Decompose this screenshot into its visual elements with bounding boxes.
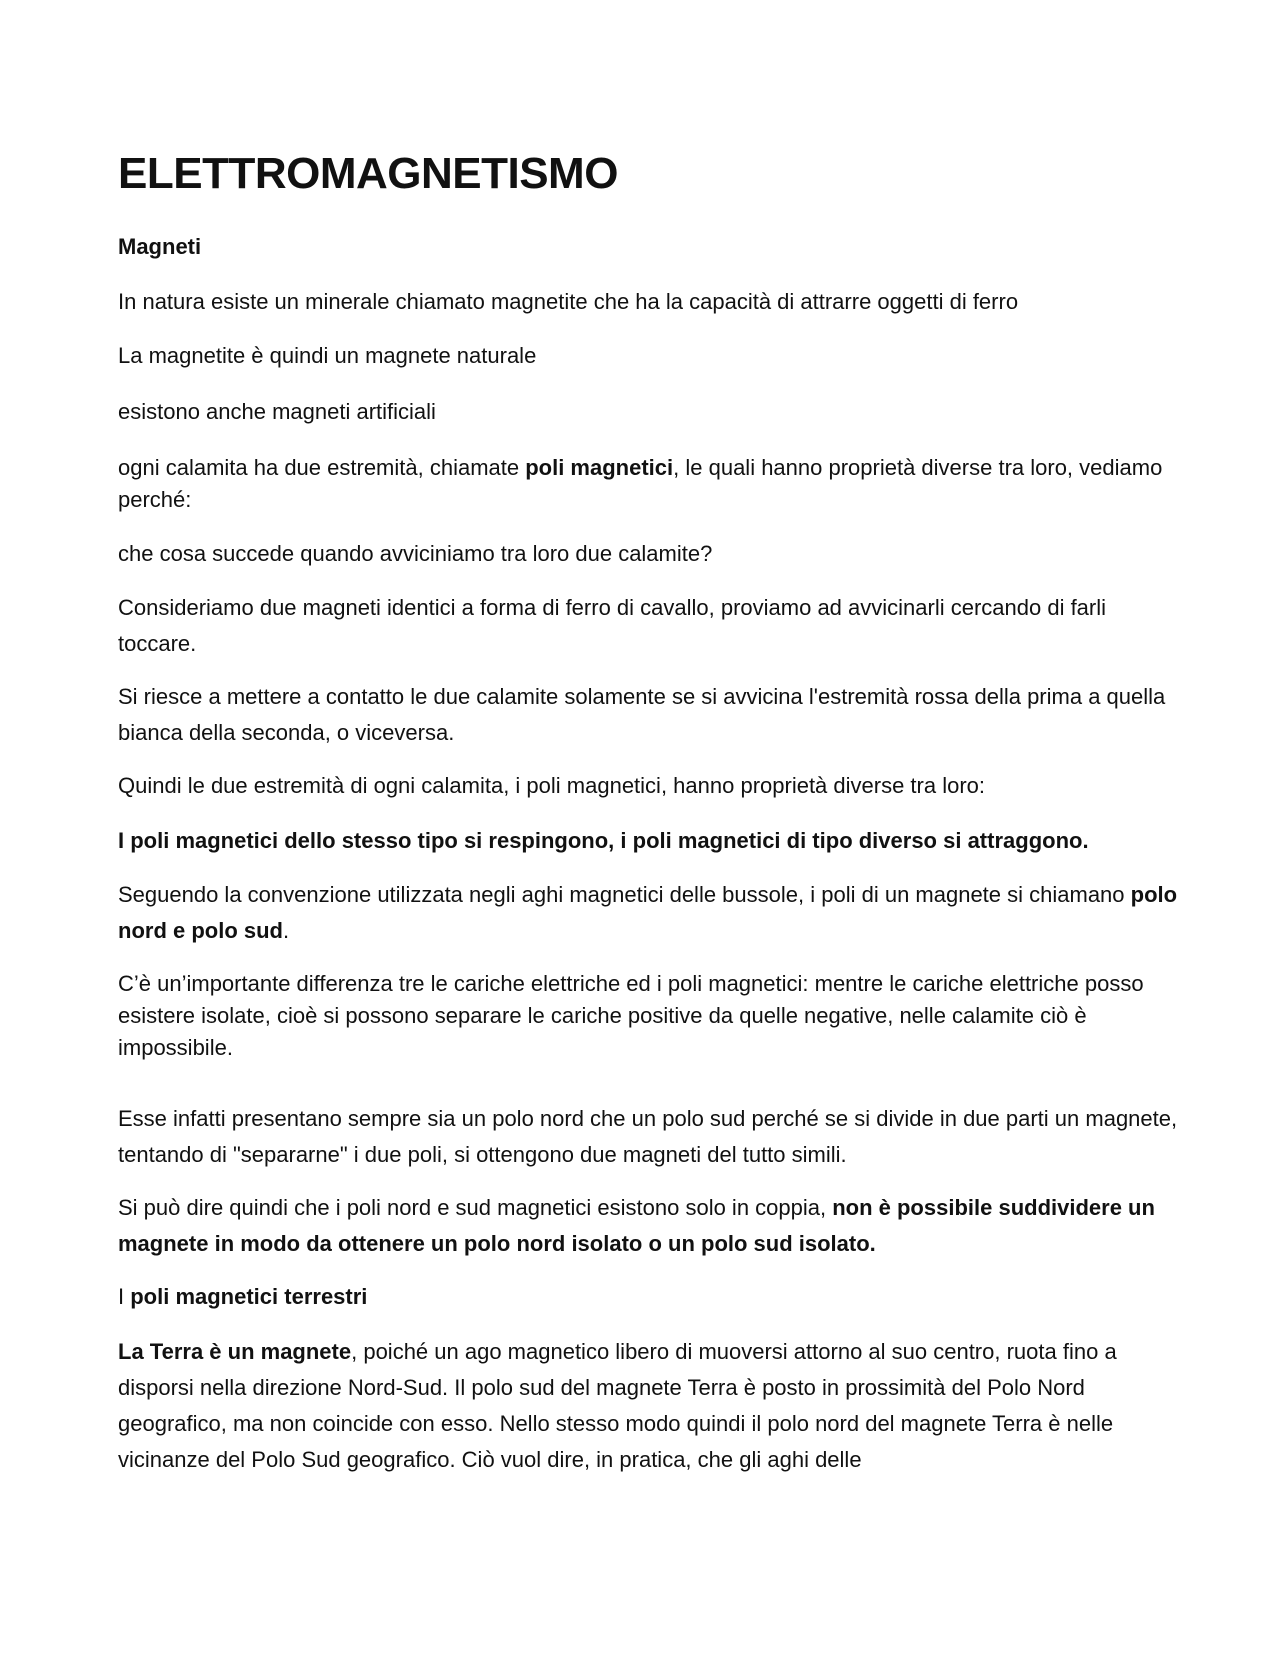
- paragraph-text: Si può dire quindi che i poli nord e sud magnetici esistono solo in coppia,: [118, 1195, 833, 1220]
- paragraph-regola-poli: [118, 823, 1178, 859]
- paragraph-magnetite-natura: In natura esiste un minerale chiamato magnetite che ha la capacità di attrarre oggetti di ferro: [118, 289, 1019, 314]
- section-heading-text: Magneti: [118, 234, 202, 259]
- section-heading-poli-terrestri: [118, 1279, 1178, 1315]
- paragraph-text: I: [118, 1284, 131, 1309]
- paragraph-text: .: [283, 918, 290, 943]
- bold-statement: I poli magnetici dello stesso tipo si respingono, i poli magnetici di tipo diverso si attraggono.: [118, 828, 1089, 853]
- bold-term: polo nord e polo sud: [118, 882, 1178, 943]
- paragraph-domanda-calamite: che cosa succede quando avviciniamo tra loro due calamite?: [118, 541, 713, 566]
- paragraph-text: Seguendo la convenzione utilizzata negli aghi magnetici delle bussole, i poli di un magnete si chiamano: [118, 882, 1131, 907]
- paragraph-magneti-artificiali: esistono anche magneti artificiali: [118, 399, 436, 424]
- paragraph-terra-magnete: [118, 1334, 1178, 1478]
- bold-statement: non è possibile suddividere un magnete in modo da ottenere un polo nord isolato o un polo sud isolato.: [118, 1195, 1155, 1256]
- paragraph-poli-magnetici: [118, 452, 1178, 516]
- paragraph-polo-nord-sud: Esse infatti presentano sempre sia un polo nord che un polo sud perché se si divide in due parti un magnete, tentando di "separarne" i due poli, si ottengono due magneti del tutto simili.: [118, 1106, 1178, 1167]
- paragraph-contatto-calamite: Si riesce a mettere a contatto le due calamite solamente se si avvicina l'estremità rossa della prima a quella bianca della seconda, o viceversa.: [118, 684, 1166, 745]
- paragraph-text: , poiché un ago magnetico libero di muoversi attorno al suo centro, ruota fino a disporsi nella direzione Nord-Sud. Il polo sud del magnete Terra è posto in prossimità del Polo Nord geografico, ma non coincide con esso. Nello stesso modo quindi il polo nord del magnete Terra è nelle vicinanze del Polo Sud geografico. Ciò vuol dire, in pratica, che gli aghi delle: [118, 1339, 1117, 1472]
- paragraph-text: ogni calamita ha due estremità, chiamate: [118, 455, 526, 480]
- document-title: ELETTROMAGNETISMO: [118, 149, 618, 198]
- paragraph-text: , le quali hanno proprietà diverse tra loro, vediamo perché:: [118, 455, 1163, 512]
- paragraph-ferro-di-cavallo: Consideriamo due magneti identici a forma di ferro di cavallo, proviamo ad avvicinarli cercando di farli toccare.: [118, 595, 1107, 656]
- paragraph-convenzione-bussole: [118, 877, 1178, 949]
- bold-heading: poli magnetici terrestri: [130, 1284, 368, 1309]
- section-heading-magneti: [118, 229, 1178, 265]
- paragraph-coppia-poli: [118, 1190, 1178, 1262]
- paragraph-estremita: Quindi le due estremità di ogni calamita, i poli magnetici, hanno proprietà diverse tra loro:: [118, 773, 986, 798]
- bold-term: La Terra è un magnete: [118, 1339, 352, 1364]
- paragraph-differenza-cariche: C’è un’importante differenza tre le cariche elettriche ed i poli magnetici: mentre le cariche elettriche posso esistere isolate, cioè si possono separare le cariche positive da quelle negative, nelle calamite ciò è impossibile.: [118, 971, 1144, 1060]
- paragraph-magnete-naturale: La magnetite è quindi un magnete naturale: [118, 343, 537, 368]
- bold-term: poli magnetici: [525, 455, 674, 480]
